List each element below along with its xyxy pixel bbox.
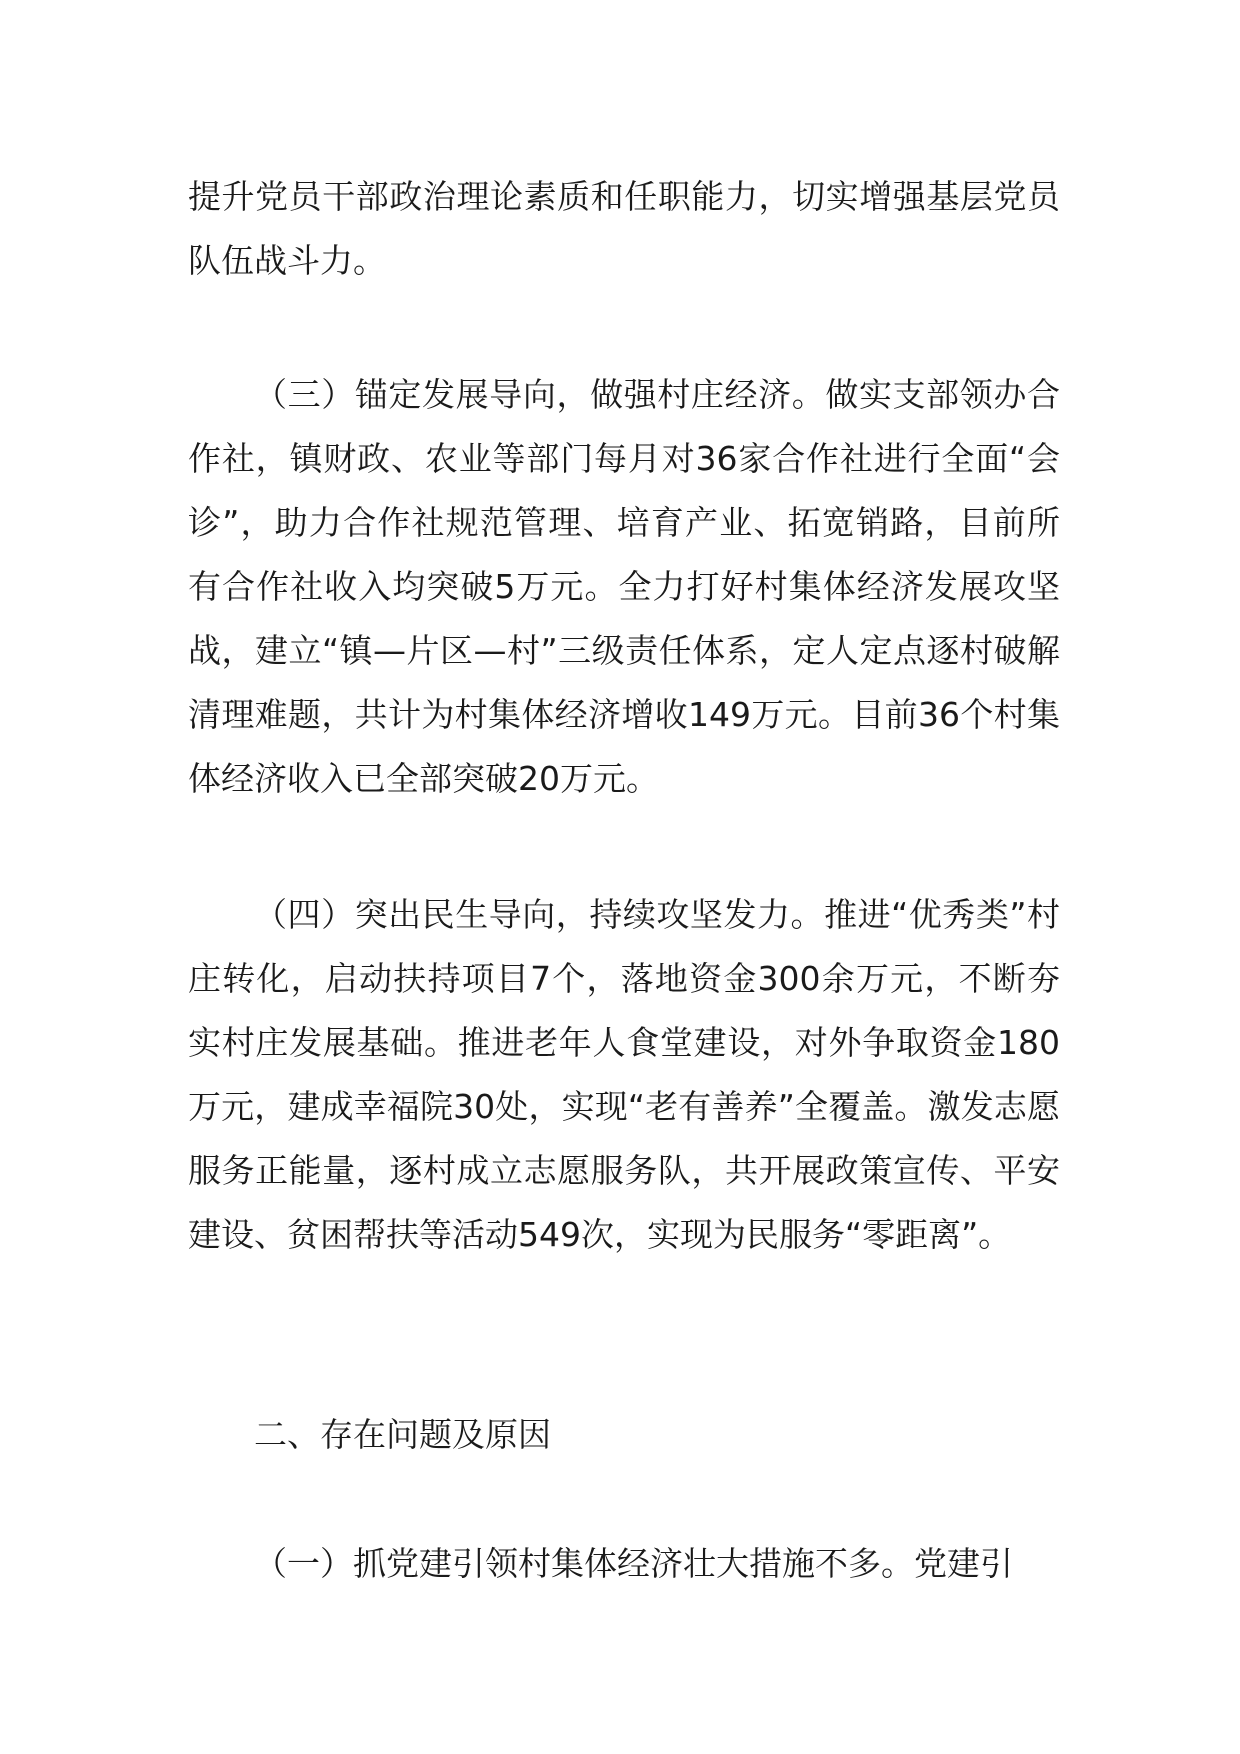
paragraph-section-4: （四）突出民生导向，持续攻坚发力。推进“优秀类”村庄转化，启动扶持项目7个，落地资金300余万元，不断夯实村庄发展基础。推进老年人食堂建设，对外争取资金180万元，建成幸福院30处，实现“老有善养”全覆盖。激发志愿服务正能量，逐村成立志愿服务队，共开展政策宣传、平安建设、贫困帮扶等活动549次，实现为民服务“零距离”。	[188, 895, 1060, 1254]
section-heading-problems: 二、存在问题及原因	[254, 1415, 551, 1454]
paragraph-subsection-1: （一）抓党建引领村集体经济壮大措施不多。党建引	[254, 1544, 1013, 1583]
paragraph-section-3: （三）锚定发展导向，做强村庄经济。做实支部领办合作社，镇财政、农业等部门每月对36家合作社进行全面“会诊”，助力合作社规范管理、培育产业、拓宽销路，目前所有合作社收入均突破5万元。全力打好村集体经济发展攻坚战，建立“镇—片区—村”三级责任体系，定人定点逐村破解清理难题，共计为村集体经济增收149万元。目前36个村集体经济收入已全部突破20万元。	[188, 375, 1060, 798]
paragraph-continuation: 提升党员干部政治理论素质和任职能力，切实增强基层党员队伍战斗力。	[188, 177, 1060, 280]
